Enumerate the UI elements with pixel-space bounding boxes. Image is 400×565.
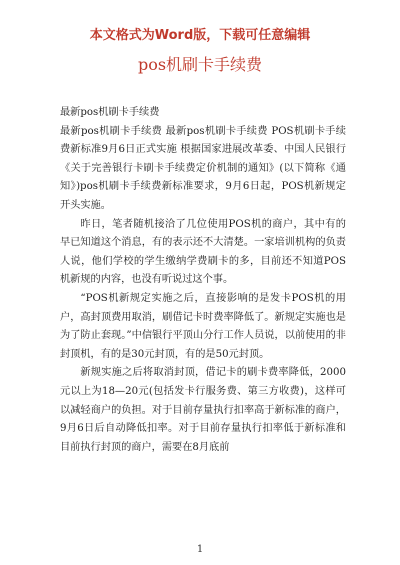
paragraph: 昨日，笔者随机接洽了几位使用POS机的商户，其中有的早已知道这个消息，有的表示还不大清楚。一家培训机构的负责人说，他们学校的学生缴纳学费刷卡的多，目前还不知道POS机新规的内容，也没有听说过这个事。 [60,218,346,286]
paragraph: 最新pos机刷卡手续费 最新pos机刷卡手续费 POS机刷卡手续费新标准9月6日正式实施 根据国家进展改革委、中国人民银行《关于完善银行卡刷卡手续费定价机制的通知》(以下简称《通知》)pos机刷卡手续费新标准要求，9月6日起，POS机新规定开头实施。 [60,125,346,211]
paragraph: “POS机新规定实施之后，直接影响的是发卡POS机的用户，高封顶费用取消，刷借记卡时费率降低了。新规定实施也是为了防止套现。”中信银行平顶山分行工作人员说，以前使用的非封顶机，有的是30元封顶，有的是50元封顶。 [60,292,346,360]
document-body [60,104,346,457]
document-title: pos机刷卡手续费 [137,55,263,74]
paragraph: 新规实施之后将取消封顶，借记卡的刷卡费率降低，2000元以上为18—20元(包括发卡行服务费、第三方收费)，这样可以减轻商户的负担。对于目前存量执行扣率高于新标准的商户，9月6日后自动降低扣率。对于目前存量执行扣率低于新标准和目前执行封顶的商户，需要在8月底前 [60,367,346,453]
paragraph-subtitle: 最新pos机刷卡手续费 [60,107,160,118]
page-number: 1 [196,544,204,555]
download-banner: 本文格式为Word版，下载可任意编辑 [89,28,311,43]
